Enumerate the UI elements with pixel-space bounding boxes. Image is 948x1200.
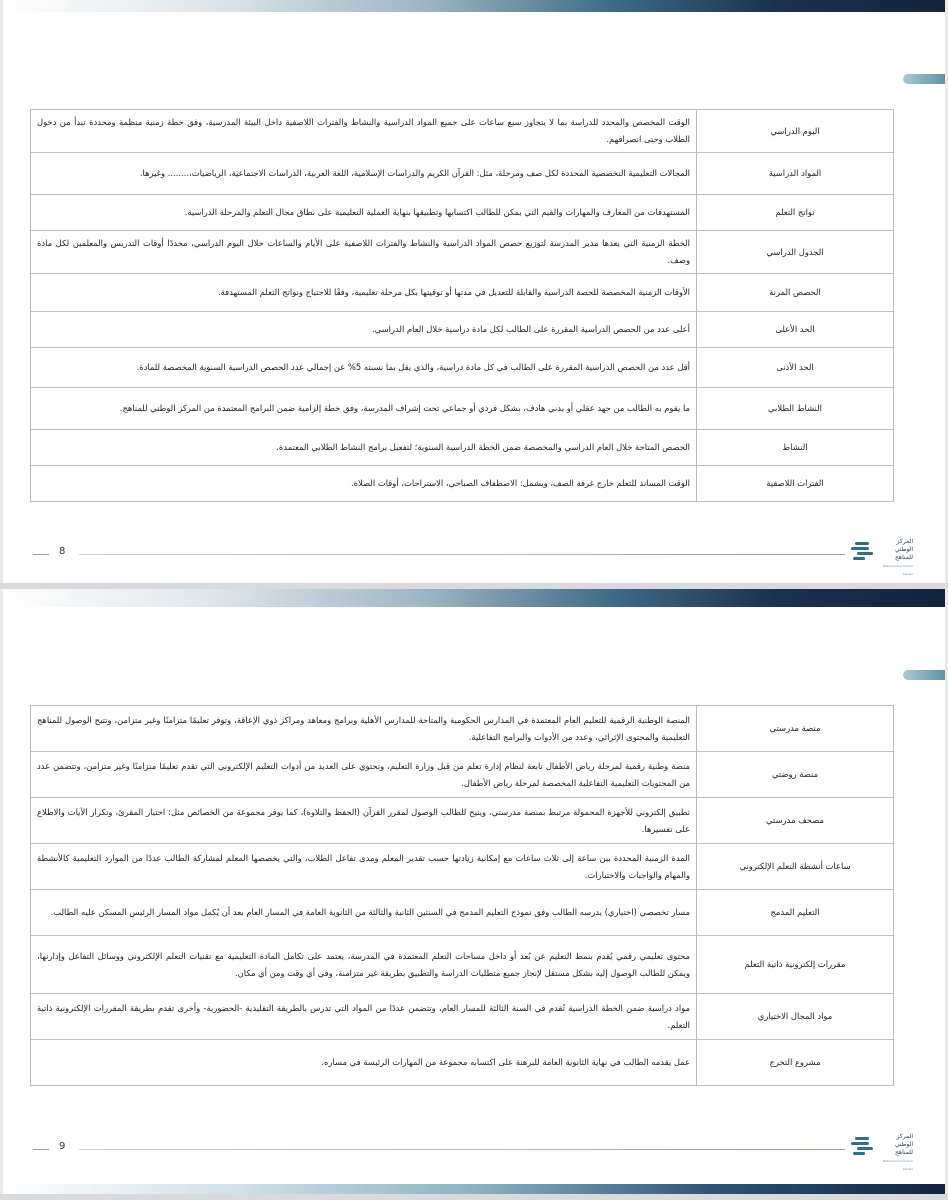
- page-footer: [3, 1133, 945, 1171]
- term-cell: الحد الأعلى: [697, 312, 894, 348]
- table-row: [31, 994, 894, 1040]
- definition-cell: مواد دراسية ضمن الخطة الدراسية تُقدم في السنة الثالثة للمسار العام، وتتضمن عددًا من المواد التي تدرس بالطريقة التقليدية -الحضورية- وأخرى تقدم بطريقة المقررات الإلكترونية ذاتية التعلم.: [31, 994, 697, 1040]
- term-cell: مصحف مدرستي: [697, 798, 894, 844]
- table-row: [31, 752, 894, 798]
- table-row: [31, 195, 894, 231]
- definition-cell: مسار تخصصي (اختياري) يدرسه الطالب وفق نموذج التعليم المدمج في السنتين الثانية والثالثة من الثانوية العامة في المسار العام بعد أن يُكمل مواد المسار الرئيس المسكن عليه الطالب.: [31, 890, 697, 936]
- table-row: [31, 274, 894, 312]
- footer-line: [79, 554, 845, 555]
- ncc-logo-mark: [851, 540, 875, 562]
- page-number: 8: [59, 546, 66, 557]
- header-tab-marker: [903, 670, 945, 680]
- page-header-band: [3, 0, 945, 12]
- term-cell: نواتج التعلم: [697, 195, 894, 231]
- footer-dash: [33, 1149, 49, 1150]
- term-cell: الجدول الدراسي: [697, 231, 894, 274]
- term-cell: منصة مدرستي: [697, 706, 894, 752]
- table-row: [31, 388, 894, 430]
- page-header-band: [3, 589, 945, 607]
- definition-cell: الوقت المخصص والمحدد للدراسة بما لا يتجاوز سبع ساعات على جميع المواد الدراسية والنشاط والفترات اللاصفية داخل البيئة المدرسية، وفق خطة زمنية منظمة ومحددة تبدأ من دخول الطلاب وحتى انصرافهم.: [31, 110, 697, 153]
- term-cell: الفترات اللاصفية: [697, 466, 894, 502]
- term-cell: مشروع التخرج: [697, 1040, 894, 1086]
- table-row: [31, 706, 894, 752]
- document-page-9: [3, 589, 945, 1194]
- definition-cell: الحصص المتاحة خلال العام الدراسي والمخصصة ضمن الخطة الدراسية السنوية؛ لتفعيل برامج النشاط الطلابي المعتمدة.: [31, 430, 697, 466]
- header-tab-marker: [903, 74, 945, 84]
- footer-line: [79, 1149, 845, 1150]
- term-cell: اليوم الدراسي: [697, 110, 894, 153]
- definition-cell: أعلى عدد من الحصص الدراسية المقررة على الطالب لكل مادة دراسية خلال العام الدراسي.: [31, 312, 697, 348]
- definition-cell: الوقت المساند للتعلم خارج غرفة الصف، ويشمل: الاصطفاف الصباحي، الاستراحات، أوقات الصلاة.: [31, 466, 697, 502]
- document-page-8: [3, 0, 945, 583]
- table-row: [31, 231, 894, 274]
- table-row: [31, 430, 894, 466]
- table-row: [31, 312, 894, 348]
- term-cell: التعليم المدمج: [697, 890, 894, 936]
- ncc-logo-text: المركز الوطني للمناهج National Curriculum Center: [883, 1133, 913, 1171]
- page-bottom-band: [3, 1184, 945, 1194]
- term-cell: مواد المجال الاختياري: [697, 994, 894, 1040]
- ncc-logo: [851, 536, 913, 576]
- table-row: [31, 936, 894, 994]
- table-row: [31, 798, 894, 844]
- table-row: [31, 1040, 894, 1086]
- glossary-table: [30, 109, 894, 502]
- term-cell: الحصص المرنة: [697, 274, 894, 312]
- ncc-logo-mark: [851, 1135, 875, 1157]
- definition-cell: المنصة الوطنية الرقمية للتعليم العام المعتمدة في المدارس الحكومية والمتاحة للمدارس الأهلية وبرامج ومعاهد ومراكز ذوي الإعاقة، وتوفر تعليمًا متزامنًا وغير متزامن، وتتيح الوصول للمناهج التعليمية والمحتوى الإثرائي، وعدد من الأدوات والبرامج التفاعلية.: [31, 706, 697, 752]
- table-row: [31, 110, 894, 153]
- term-cell: الحد الأدنى: [697, 348, 894, 388]
- term-cell: النشاط: [697, 430, 894, 466]
- page-gap: [0, 1194, 948, 1200]
- definition-cell: الخطة الزمنية التي يعدها مدير المدرسة لتوزيع حصص المواد الدراسية والنشاط والفترات اللاصفية على الأيام والساعات خلال اليوم الدراسي، محددًا أوقات التدريس والمعلمين لكل مادة وصف.: [31, 231, 697, 274]
- definition-cell: تطبيق إلكتروني للأجهزة المحمولة مرتبط بمنصة مدرستي، ويتيح للطالب الوصول لمقرر القرآن (الحفظ والتلاوة)، كما يوفر مجموعة من الخصائص مثل: اختيار المقرئ، وتكرار الآيات والاطلاع على تفسيرها.: [31, 798, 697, 844]
- definition-cell: أقل عدد من الحصص الدراسية المقررة على الطالب في كل مادة دراسية، والذي يقل بما نسبته 5% عن إجمالي عدد الحصص الدراسية السنوية المخصصة للمادة.: [31, 348, 697, 388]
- definition-cell: الأوقات الزمنية المخصصة للحصة الدراسية والقابلة للتعديل في مدتها أو توقيتها بكل مرحلة تعليمية، وفقًا للاحتياج ونواتج التعلم المستهدفة.: [31, 274, 697, 312]
- term-cell: المواد الدراسية: [697, 153, 894, 195]
- glossary-table: [30, 705, 894, 1086]
- table-row: [31, 466, 894, 502]
- footer-dash: [33, 554, 49, 555]
- definition-cell: عمل يقدمه الطالب في نهاية الثانوية العامة للبرهنة على اكتسابه مجموعة من المهارات الرئيسة في مساره.: [31, 1040, 697, 1086]
- term-cell: منصة روضتي: [697, 752, 894, 798]
- definition-cell: منصة وطنية رقمية لمرحلة رياض الأطفال تابعة لنظام إدارة تعلم من قبل وزارة التعليم، وتحتوي على العديد من أدوات التعليم الإلكتروني التي تقدم تعليمًا متزامنًا وغير متزامن، وتتضمن عدد من المحتويات التعليمية التفاعلية المخصصة لمرحلة رياض الأطفال.: [31, 752, 697, 798]
- definition-cell: المستهدفات من المعارف والمهارات والقيم التي يمكن للطالب اكتسابها وتطبيقها بنهاية العملية التعليمية على نطاق مجال التعلم والمرحلة الدراسية.: [31, 195, 697, 231]
- term-cell: مقررات إلكترونية ذاتية التعلم: [697, 936, 894, 994]
- definition-cell: ما يقوم به الطالب من جهد عقلي أو بدني هادف، بشكل فردي أو جماعي تحت إشراف المدرسة، وفق خطة إلزامية ضمن البرامج المعتمدة من المركز الوطني للمناهج.: [31, 388, 697, 430]
- table-row: [31, 153, 894, 195]
- table-row: [31, 890, 894, 936]
- term-cell: النشاط الطلابي: [697, 388, 894, 430]
- ncc-logo: [851, 1131, 913, 1171]
- ncc-logo-text: المركز الوطني للمناهج National Curriculum Center: [883, 538, 913, 576]
- definition-cell: محتوى تعليمي رقمي يُقدم بنمط التعليم عن بُعد أو داخل مساحات التعلم المعتمدة في المدرسة، يعتمد على تكامل المادة التعليمية مع تقنيات التعلم الإلكتروني ووسائل التفاعل وإدارتها، ويمكن للطالب الوصول إليه بشكل مستقل لإنجاز جميع متطلبات الدراسة والتطبيق بطريقة غير متزامنة، وفي أي وقت ومن أي مكان.: [31, 936, 697, 994]
- page-footer: [3, 538, 945, 576]
- definition-cell: المجالات التعليمية التخصصية المحددة لكل صف ومرحلة، مثل: القرآن الكريم والدراسات الإسلامية، اللغة العربية، الدراسات الاجتماعية، الرياضيات،........ وغيرها.: [31, 153, 697, 195]
- definition-cell: المدة الزمنية المحددة بين ساعة إلى ثلاث ساعات مع إمكانية زيادتها حسب تقدير المعلم ومدى تفاعل الطلاب، والتي يخصصها المعلم لمشاركة الطالب عددًا من الموارد التعليمية كالأنشطة والمهام والواجبات والاختبارات.: [31, 844, 697, 890]
- table-row: [31, 348, 894, 388]
- term-cell: ساعات أنشطة التعلم الإلكتروني: [697, 844, 894, 890]
- page-number: 9: [59, 1141, 66, 1152]
- table-row: [31, 844, 894, 890]
